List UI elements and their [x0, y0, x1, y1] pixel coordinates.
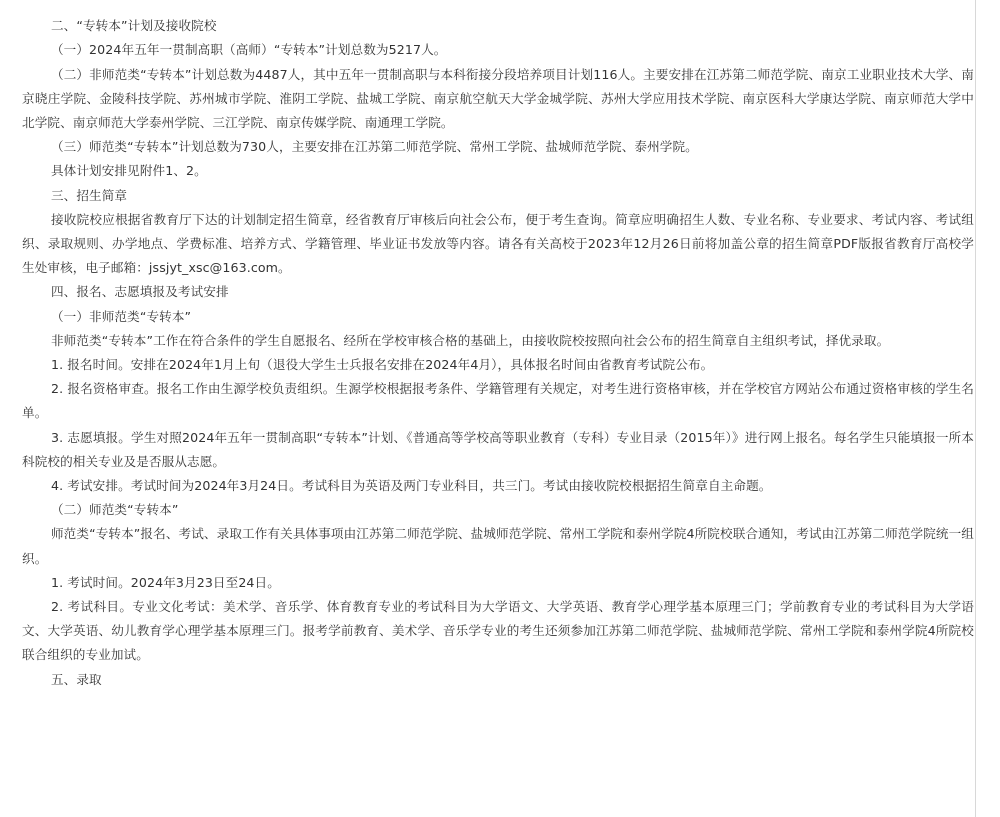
section-heading-4: 四、报名、志愿填报及考试安排 [50, 284, 229, 300]
section-heading-2: 二、“专转本”计划及接收院校 [50, 18, 217, 34]
list-item: 2. 考试科目。专业文化考试：美术学、音乐学、体育教育专业的考试科目为大学语文、大学英语、教育学心理学基本原理三门；学前教育专业的考试科目为大学语文、大学英语、幼儿教育学心理学基本原理三门。报考学前教育、美术学、音乐学专业的考生还须参加江苏第二师范学院、盐城师范学院、常州工学院和泰州学院4所院校联合组织的专业加试。 [22, 599, 974, 663]
paragraph-cut-top [22, 0, 974, 14]
list-item: 4. 考试安排。考试时间为2024年3月24日。考试科目为英语及两门专业科目，共三门。考试由接收院校根据招生简章自主命题。 [50, 478, 772, 494]
paragraph: 接收院校应根据省教育厅下达的计划制定招生简章，经省教育厅审核后向社会公布，便于考生查询。简章应明确招生人数、专业名称、专业要求、考试内容、考试组织、录取规则、办学地点、学费标准、培养方式、学籍管理、毕业证书发放等内容。请各有关高校于2023年12月26日前将加盖公章的招生简章PDF版报省教育厅高校学生处审核，电子邮箱：jssjyt_xsc@163.com。 [22, 211, 974, 276]
section-heading-5: 五、录取 [50, 671, 102, 687]
section-heading-3: 三、招生简章 [50, 187, 128, 203]
list-item: 3. 志愿填报。学生对照2024年五年一贯制高职“专转本”计划、《普通高等学校高等职业教育（专科）专业目录（2015年）》进行网上报名。每名学生只能填报一所本科院校的相关专业及是否服从志愿。 [22, 429, 974, 469]
paragraph: 非师范类“专转本”工作在符合条件的学生自愿报名、经所在学校审核合格的基础上，由接收院校按照向社会公布的招生简章自主组织考试，择优录取。 [50, 332, 890, 348]
paragraph: 师范类“专转本”报名、考试、录取工作有关具体事项由江苏第二师范学院、盐城师范学院、常州工学院和泰州学院4所院校联合通知，考试由江苏第二师范学院统一组织。 [22, 526, 974, 566]
list-item: 1. 考试时间。2024年3月23日至24日。 [50, 574, 280, 590]
paragraph: （三）师范类“专转本”计划总数为730人，主要安排在江苏第二师范学院、常州工学院、盐城师范学院、泰州学院。 [50, 139, 698, 155]
list-item: 2. 报名资格审查。报名工作由生源学校负责组织。生源学校根据报考条件、学籍管理有关规定，对考生进行资格审核，并在学校官方网站公布通过资格审核的学生名单。 [22, 381, 974, 421]
content-border [975, 0, 976, 817]
subsection-heading: （二）师范类“专转本” [50, 502, 179, 518]
paragraph: （二）非师范类“专转本”计划总数为4487人，其中五年一贯制高职与本科衔接分段培养项目计划116人。主要安排在江苏第二师范学院、南京工业职业技术大学、南京晓庄学院、金陵科技学院、苏州城市学院、淮阴工学院、盐城工学院、南京航空航天大学金城学院、苏州大学应用技术学院、南京医科大学康达学院、南京师范大学中北学院、南京师范大学泰州学院、三江学院、南京传媒学院、南通理工学院。 [22, 66, 974, 131]
subsection-heading: （一）非师范类“专转本” [50, 308, 192, 324]
paragraph: （一）2024年五年一贯制高职（高师）“专转本”计划总数为5217人。 [50, 42, 447, 58]
paragraph: 具体计划安排见附件1、2。 [50, 163, 207, 179]
list-item: 1. 报名时间。安排在2024年1月上旬（退役大学生士兵报名安排在2024年4月），具体报名时间由省教育考试院公布。 [50, 357, 714, 373]
article-body [22, 0, 974, 692]
